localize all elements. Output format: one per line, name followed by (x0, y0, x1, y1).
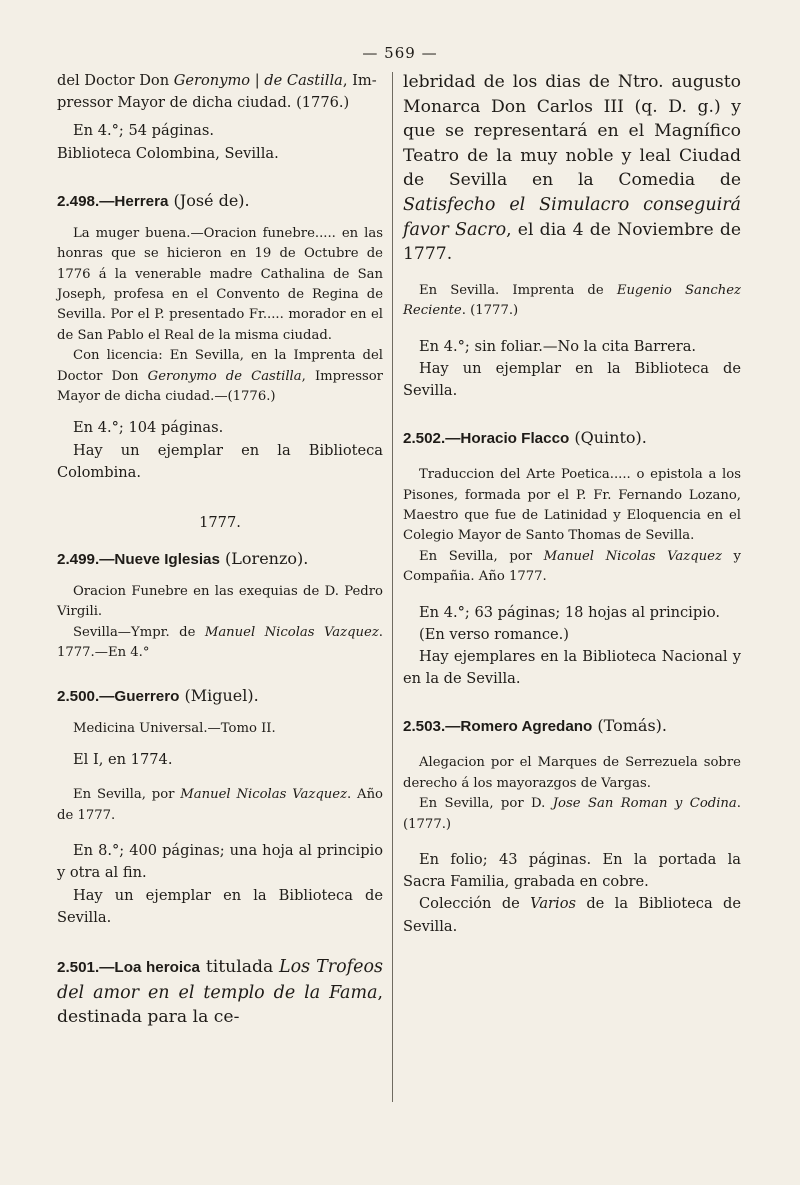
entry-2499-imprint: Sevilla—Ympr. de Manuel Nicolas Vazquez. 1777.—En 4.° (57, 624, 383, 661)
entry-2502-verse: (En verso romance.) (419, 625, 569, 643)
entry-2500-imprint: En Sevilla, por Manuel Nicolas Vazquez. Año de 1777. (57, 787, 383, 823)
entry-2503-heading: 2.503.—Romero Agredano (Tomás). (403, 716, 667, 736)
entry-2501-imprint: En Sevilla. Imprenta de Eugenio Sanchez Reciente. (1777.) (403, 282, 741, 319)
entry-2499-heading: 2.499.—Nueve Iglesias (Lorenzo). (57, 549, 309, 569)
entry-2503-collection: Colección de Varios de la Biblioteca de Sevilla. (403, 895, 741, 935)
entry-2502-imprint: En Sevilla, por Manuel Nicolas Vazquez y Compañia. Año 1777. (403, 548, 741, 585)
entry-2501-format: En 4.°; sin foliar.—No la cita Barrera. (419, 337, 697, 355)
year-heading: 1777. (199, 514, 241, 532)
entry-2503-format: En folio; 43 páginas. En la portada la Sacra Familia, grabada en cobre. (403, 851, 741, 891)
entry-2499-description: Oracion Funebre en las exequias de D. Pedro Virgili. (57, 584, 383, 620)
entry-2498-description: La muger buena.—Oracion funebre..... en las honras que se hicieron en 19 de Octubre de 1776 á la venerable madre Cathalina de San Joseph, profesa en el Convento de Regina de Sevilla. Por el P. presentado Fr..... morador en el de San Pablo el Real de la misma ciudad. (57, 225, 383, 343)
entry-2502-format: En 4.°; 63 páginas; 18 hojas al principio. (419, 603, 721, 621)
continued-library: Biblioteca Colombina, Sevilla. (57, 144, 279, 162)
entry-2500-heading: 2.500.—Guerrero (Miguel). (57, 685, 259, 705)
right-column (403, 70, 741, 938)
entry-2503-description: Alegacion por el Marques de Serrezuela sobre derecho á los mayorazgos de Vargas. (403, 755, 741, 791)
column-divider (392, 72, 393, 1102)
entry-2500-volume: El I, en 1774. (73, 751, 173, 769)
entry-2502-heading: 2.502.—Horacio Flacco (Quinto). (403, 428, 647, 448)
entry-2500-description: Medicina Universal.—Tomo II. (73, 720, 276, 736)
entry-2498-imprint: Con licencia: En Sevilla, en la Imprenta del Doctor Don Geronymo de Castilla, Impressor Mayor de dicha ciudad.—(1776.) (57, 348, 383, 405)
entry-2502-description: Traduccion del Arte Poetica..... o epistola a los Pisones, formada por el P. Fr. Fernando Lozano, Maestro que fue de Latinidad y Eloquencia en el Colegio Mayor de Santo Thomas de Sevilla. (403, 467, 741, 544)
entry-2502-copy: Hay ejemplares en la Biblioteca Nacional y en la de Sevilla. (403, 648, 741, 688)
entry-2498-heading: 2.498.—Herrera (José de). (57, 190, 250, 210)
entry-2500-copy: Hay un ejemplar en la Biblioteca de Sevilla. (57, 886, 383, 926)
entry-2503-imprint: En Sevilla, por D. Jose San Roman y Codina. (1777.) (403, 796, 741, 832)
entry-2498-copy: Hay un ejemplar en la Biblioteca Colombina. (57, 441, 383, 481)
entry-2498-format: En 4.°; 104 páginas. (73, 419, 224, 437)
continued-imprint: del Doctor Don Geronymo | de Castilla, Im- pressor Mayor de dicha ciudad. (1776.) (57, 72, 377, 112)
entry-2501-copy: Hay un ejemplar en la Biblioteca de Sevilla. (403, 359, 741, 399)
entry-2501-heading: 2.501.—Loa heroica titulada Los Trofeos del amor en el templo de la Fama, destinada para la ce- (57, 956, 383, 1028)
continued-format: En 4.°; 54 páginas. (73, 122, 214, 140)
left-column (57, 70, 383, 1030)
entry-2501-continuation: lebridad de los dias de Ntro. augusto Monarca Don Carlos III (q. D. g.) y que se representará en el Magnífico Teatro de la muy noble y leal Ciudad de Sevilla en la Comedia de Satisfecho el Simulacro conseguirá favor Sacro, el dia 4 de Noviembre de 1777. (403, 72, 741, 265)
entry-2500-format: En 8.°; 400 páginas; una hoja al principio y otra al fin. (57, 842, 383, 882)
page-number: — 569 — (362, 44, 438, 62)
